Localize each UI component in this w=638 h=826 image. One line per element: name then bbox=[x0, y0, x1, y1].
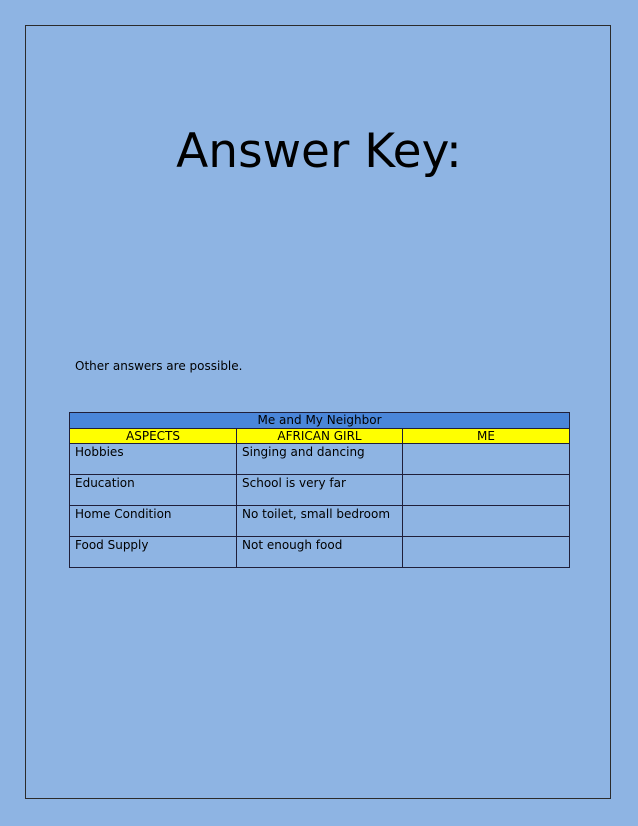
table-row bbox=[70, 444, 570, 475]
table-header-row bbox=[70, 429, 570, 444]
cell-aspect: Home Condition bbox=[70, 506, 237, 537]
cell-aspect: Hobbies bbox=[70, 444, 237, 475]
header-african-girl: AFRICAN GIRL bbox=[237, 429, 403, 444]
header-me: ME bbox=[403, 429, 570, 444]
table-caption-row bbox=[70, 413, 570, 429]
cell-aspect: Food Supply bbox=[70, 537, 237, 568]
cell-african-girl: Not enough food bbox=[237, 537, 403, 568]
header-aspects: ASPECTS bbox=[70, 429, 237, 444]
cell-me[interactable] bbox=[403, 506, 570, 537]
table-caption: Me and My Neighbor bbox=[70, 413, 570, 429]
cell-african-girl: School is very far bbox=[237, 475, 403, 506]
cell-me[interactable] bbox=[403, 444, 570, 475]
cell-african-girl: No toilet, small bedroom bbox=[237, 506, 403, 537]
comparison-table bbox=[69, 412, 570, 568]
page-title: Answer Key: bbox=[176, 124, 462, 179]
cell-me[interactable] bbox=[403, 537, 570, 568]
cell-me[interactable] bbox=[403, 475, 570, 506]
table-row bbox=[70, 475, 570, 506]
table-row bbox=[70, 506, 570, 537]
table-row bbox=[70, 537, 570, 568]
cell-african-girl: Singing and dancing bbox=[237, 444, 403, 475]
cell-aspect: Education bbox=[70, 475, 237, 506]
note-text: Other answers are possible. bbox=[75, 359, 243, 373]
